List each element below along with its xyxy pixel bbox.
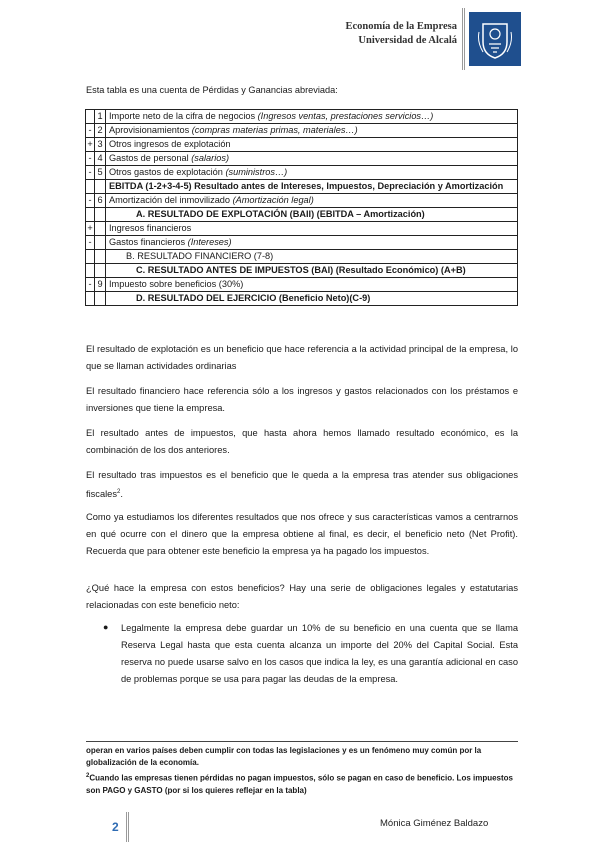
row-concept-text: Otros ingresos de explotación [109,139,231,149]
header-divider [462,8,463,70]
row-sign: - [86,236,95,250]
row-concept [106,152,518,166]
header-course: Economía de la Empresa [345,21,457,32]
profit-loss-table [85,109,518,306]
row-concept-text: Amortización del inmovilizado [109,195,233,205]
table-row [86,208,518,222]
paragraph-tras-impuestos-text: El resultado tras impuestos es el beneficio que le queda a la empresa tras atender sus obligaciones fiscales [86,470,518,500]
row-number [95,180,106,194]
row-number [95,222,106,236]
footer-divider [126,812,127,842]
table-row [86,138,518,152]
row-concept-text: D. RESULTADO DEL EJERCICIO (Beneficio Neto)(C-9) [136,293,371,303]
row-concept-note: (compras materias primas, materiales…) [191,125,358,135]
footnote-2-text: Cuando las empresas tienen pérdidas no pagan impuestos, sólo se pagan en caso de beneficio. Los impuestos son PAGO y GASTO (por si los quieres reflejar en la tabla) [86,773,514,795]
row-sign [86,180,95,194]
footnote-continued: operan en varios países deben cumplir con todas las legislaciones y es un fenómeno muy común por la globalización de la economía. [86,746,482,767]
row-sign: + [86,138,95,152]
row-sign: - [86,152,95,166]
bullet-icon: ● [103,622,109,632]
row-concept-text: Otros gastos de explotación [109,167,226,177]
row-concept-note: (suministros…) [225,167,288,177]
table-row [86,166,518,180]
paragraph-antes-impuestos: El resultado antes de impuestos, que hasta ahora hemos llamado resultado económico, es la combinación de los dos anteriores. [86,428,518,455]
table-row [86,222,518,236]
row-concept [106,194,518,208]
row-concept [106,110,518,124]
header-title [345,20,457,48]
row-concept-note: (Intereses) [187,237,232,247]
row-concept-note: (salarios) [191,153,230,163]
row-concept-text: Importe neto de la cifra de negocios [109,111,258,121]
row-number [95,236,106,250]
row-concept-note: (Ingresos ventas, prestaciones servicios…) [257,111,434,121]
row-concept [106,264,518,278]
paragraph-tras-impuestos: El resultado tras impuestos es el beneficio que le queda a la empresa tras atender sus obligaciones fiscales$^2$. [86,470,518,500]
table-row [86,236,518,250]
row-concept-text: Aprovisionamientos [109,125,192,135]
table-row [86,110,518,124]
row-concept [106,278,518,292]
page-number: 2 [112,820,119,834]
paragraph-financiero: El resultado financiero hace referencia sólo a los ingresos y gastos relacionados con los préstamos e inversiones que tiene la empresa. [86,386,518,413]
university-logo-icon [469,12,521,66]
row-sign: - [86,278,95,292]
row-concept-text: Gastos financieros [109,237,188,247]
author-name: Mónica Giménez Baldazo [380,818,489,829]
row-sign [86,264,95,278]
row-concept [106,250,518,264]
header-divider-2 [464,8,465,70]
row-concept [106,124,518,138]
row-concept-text: EBITDA (1-2+3-4-5) Resultado antes de Intereses, Impuestos, Depreciación y Amortización [109,181,504,191]
row-sign [86,292,95,306]
row-concept [106,292,518,306]
row-number: 3 [95,138,106,152]
row-number [95,264,106,278]
row-concept-text: Gastos de personal [109,153,192,163]
row-sign: + [86,222,95,236]
row-sign [86,250,95,264]
row-sign [86,208,95,222]
footnote-2-mark: 2 [86,773,90,779]
row-sign: - [86,166,95,180]
header-university: Universidad de Alcalá [358,35,457,46]
row-concept [106,180,518,194]
footnote-2 [86,770,518,797]
table-row [86,292,518,306]
row-number [95,250,106,264]
footer-divider-2 [128,812,129,842]
row-sign [86,110,95,124]
paragraph-obligaciones: ¿Qué hace la empresa con estos beneficios? Hay una serie de obligaciones legales y estatutarias relacionadas con este beneficio neto: [86,583,518,610]
paragraph-explotacion: El resultado de explotación es un beneficio que hace referencia a la actividad principal de la empresa, lo que se llaman actividades ordinarias [86,344,518,371]
row-concept [106,208,518,222]
row-concept [106,222,518,236]
table-row [86,278,518,292]
row-concept-text: B. RESULTADO FINANCIERO (7-8) [126,251,274,261]
bullet-reserva-legal: Legalmente la empresa debe guardar un 10% de su beneficio en una cuenta que se llama Reserva Legal hasta que esta cuenta alcanza un importe del 20% del Capital Social. Esta reserva no puede usarse salvo en los casos que indica la ley, es una garantía adicional en caso de problemas porque se usa para pagar las deudas de la empresa. [121,623,518,684]
row-concept [106,138,518,152]
row-concept [106,236,518,250]
paragraph-beneficio-neto: Como ya estudiamos los diferentes resultados que nos ofrece y sus características vamos a centrarnos en qué ocurre con el dinero que la empresa obtiene al final, es decir, el beneficio neto (Net Profit). Recuerda que para obtener este beneficio la empresa ya ha pagado los impuestos. [86,512,518,556]
row-concept-note: (Amortización legal) [232,195,314,205]
intro-text: Esta tabla es una cuenta de Pérdidas y Ganancias abreviada: [86,85,338,95]
row-concept-text: Ingresos financieros [109,223,192,233]
row-sign: - [86,124,95,138]
table-row [86,264,518,278]
row-concept-text: A. RESULTADO DE EXPLOTACIÓN (BAII) (EBITDA – Amortización) [136,209,425,219]
row-number: 4 [95,152,106,166]
row-number [95,208,106,222]
row-concept-text: Impuesto sobre beneficios (30%) [109,279,244,289]
row-number: 2 [95,124,106,138]
row-number: 9 [95,278,106,292]
row-number: 6 [95,194,106,208]
row-number: 5 [95,166,106,180]
table-row [86,194,518,208]
footnote-ref: 2 [117,489,121,495]
row-concept-text: C. RESULTADO ANTES DE IMPUESTOS (BAI) (Resultado Económico) (A+B) [136,265,466,275]
table-row [86,180,518,194]
row-number [95,292,106,306]
table-row [86,124,518,138]
table-row [86,152,518,166]
table-row [86,250,518,264]
row-sign: - [86,194,95,208]
row-number: 1 [95,110,106,124]
footnote-divider [86,741,518,742]
row-concept [106,166,518,180]
